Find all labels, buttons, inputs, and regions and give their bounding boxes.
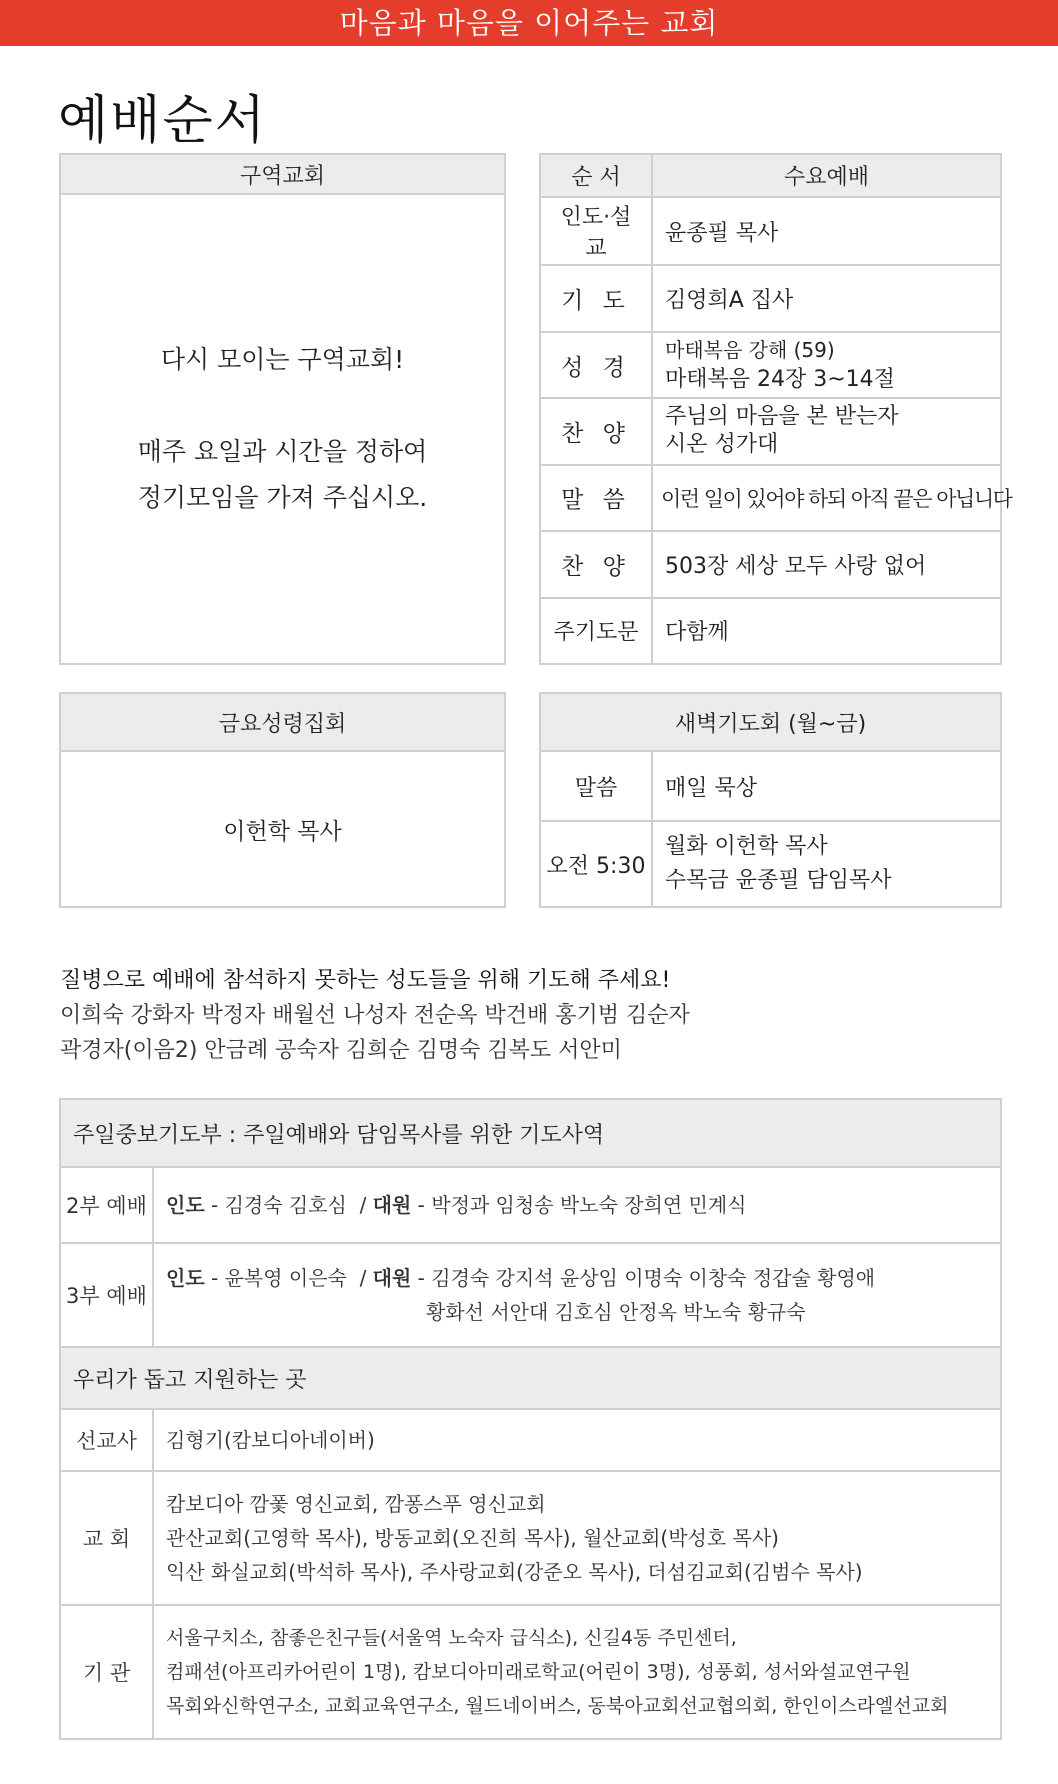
- dawn-leader-2: 수목금 윤종필 담임목사: [665, 868, 892, 893]
- ministry-table: [59, 1098, 1002, 1740]
- team-names: - 박정과 임청송 박노숙 장희연 민계식: [411, 1193, 747, 1217]
- row-label: 주기도문: [540, 598, 652, 664]
- dawn-prayer-table: [539, 692, 1002, 908]
- team-names-cont: 황화선 서안대 김호심 안정옥 박노숙 황규숙: [426, 1300, 806, 1324]
- support-list: [153, 1409, 1001, 1471]
- lead-names: - 윤복영 이은숙: [204, 1266, 347, 1290]
- district-line-3: 정기모임을 가져 주십시오.: [137, 483, 428, 512]
- row-value: 윤종필 목사: [652, 197, 1001, 266]
- row-value: [652, 821, 1001, 907]
- support-line: 서울구치소, 참좋은친구들(서울역 노숙자 급식소), 신길4동 주민센터,: [166, 1627, 737, 1649]
- team-label: 대원: [372, 1266, 412, 1290]
- dawn-prayer-header: 새벽기도회 (월~금): [540, 693, 1001, 751]
- support-line: 김형기(캄보디아네이버): [166, 1428, 375, 1452]
- row-label: 찬 양: [540, 398, 652, 464]
- team-names: - 김경숙 강지석 윤상임 이명숙 이창숙 정갑술 황영애: [411, 1266, 876, 1290]
- row-label: 기 관: [60, 1605, 153, 1739]
- dawn-leader-1: 월화 이헌학 목사: [665, 834, 828, 859]
- support-header: 우리가 돕고 지원하는 곳: [60, 1347, 1001, 1409]
- row-label: 3부 예배: [60, 1243, 153, 1347]
- row-value: [652, 398, 1001, 464]
- row-label: 말씀: [540, 751, 652, 821]
- row-label: 선교사: [60, 1409, 153, 1471]
- team-label: 대원: [372, 1193, 412, 1217]
- friday-meeting-header: 금요성령집회: [60, 693, 505, 751]
- district-line-1: 다시 모이는 구역교회!: [160, 345, 405, 374]
- prayer-request-section: [60, 963, 1000, 1068]
- support-line: 익산 화실교회(박석하 목사), 주사랑교회(강준오 목사), 더섬김교회(김범수 목사): [166, 1560, 863, 1584]
- support-list: [153, 1471, 1001, 1605]
- district-church-header: 구역교회: [60, 154, 505, 194]
- support-line: 컴패션(아프리카어린이 1명), 캄보디아미래로학교(어린이 3명), 성풍회, 성서와설교연구원: [166, 1661, 911, 1683]
- praise-choir: 시온 성가대: [665, 432, 779, 458]
- row-label: 찬 양: [540, 531, 652, 597]
- praise-title: 주님의 마음을 본 받는자: [665, 404, 899, 430]
- support-line: 캄보디아 깜퐃 영신교회, 깜퐁스푸 영신교회: [166, 1492, 546, 1516]
- row-value: 인도 - 윤복영 이은숙 / 대원 - 김경숙 강지석 윤상임 이명숙 이창숙 정갑술 황영애 황화선 서안대 김호심 안정옥 박노숙 황규숙: [153, 1243, 1001, 1347]
- intercessory-header: 주일중보기도부 : 주일예배와 담임목사를 위한 기도사역: [60, 1099, 1001, 1167]
- sermon-title: 이런 일이 있어야 하되 아직 끝은 아닙니다: [652, 465, 1001, 531]
- row-label: 말 씀: [540, 465, 652, 531]
- row-value: 503장 세상 모두 사랑 없어: [652, 531, 1001, 597]
- row-value: [652, 332, 1001, 398]
- row-value: 인도 - 김경숙 김호심 / 대원 - 박정과 임청송 박노숙 장희연 민계식: [153, 1167, 1001, 1243]
- district-line-2: 매주 요일과 시간을 정하여: [137, 437, 428, 466]
- row-label: 2부 예배: [60, 1167, 153, 1243]
- friday-meeting-leader: 이헌학 목사: [60, 751, 505, 907]
- row-value: 다함께: [652, 598, 1001, 664]
- lead-names: - 김경숙 김호심: [204, 1193, 347, 1217]
- lead-label: 인도: [166, 1193, 205, 1217]
- header-banner: 마음과 마음을 이어주는 교회: [0, 0, 1058, 46]
- scripture-passage: 마태복음 24장 3~14절: [665, 367, 895, 393]
- wednesday-service-header: 수요예배: [652, 154, 1001, 197]
- row-value: 매일 묵상: [652, 751, 1001, 821]
- prayer-names-line-2: 곽경자(이음2) 안금례 공숙자 김희순 김명숙 김복도 서안미: [60, 1038, 622, 1063]
- row-label: 교 회: [60, 1471, 153, 1605]
- order-header: 순 서: [540, 154, 652, 197]
- support-line: 목회와신학연구소, 교회교육연구소, 월드네이버스, 동북아교회선교협의회, 한인이스라엘선교회: [166, 1695, 949, 1717]
- wednesday-service-table: [539, 153, 1012, 665]
- friday-meeting-box: [59, 692, 506, 908]
- row-label: 인도·설교: [540, 197, 652, 266]
- district-church-body: [60, 194, 505, 664]
- district-church-box: [59, 153, 506, 665]
- scripture-series: 마태복음 강해 (59): [665, 338, 835, 363]
- prayer-request-heading: 질병으로 예배에 참석하지 못하는 성도들을 위해 기도해 주세요!: [60, 968, 671, 993]
- row-label: 성 경: [540, 332, 652, 398]
- row-label: 오전 5:30: [540, 821, 652, 907]
- prayer-names-line-1: 이희숙 강화자 박정자 배월선 나성자 전순옥 박건배 홍기범 김순자: [60, 1003, 690, 1028]
- page-title: 예배순서: [58, 91, 267, 151]
- row-label: 기 도: [540, 265, 652, 331]
- row-value: 김영희A 집사: [652, 265, 1001, 331]
- lead-label: 인도: [166, 1266, 205, 1290]
- support-list: [153, 1605, 1001, 1739]
- support-line: 관산교회(고영학 목사), 방동교회(오진희 목사), 월산교회(박성호 목사): [166, 1526, 779, 1550]
